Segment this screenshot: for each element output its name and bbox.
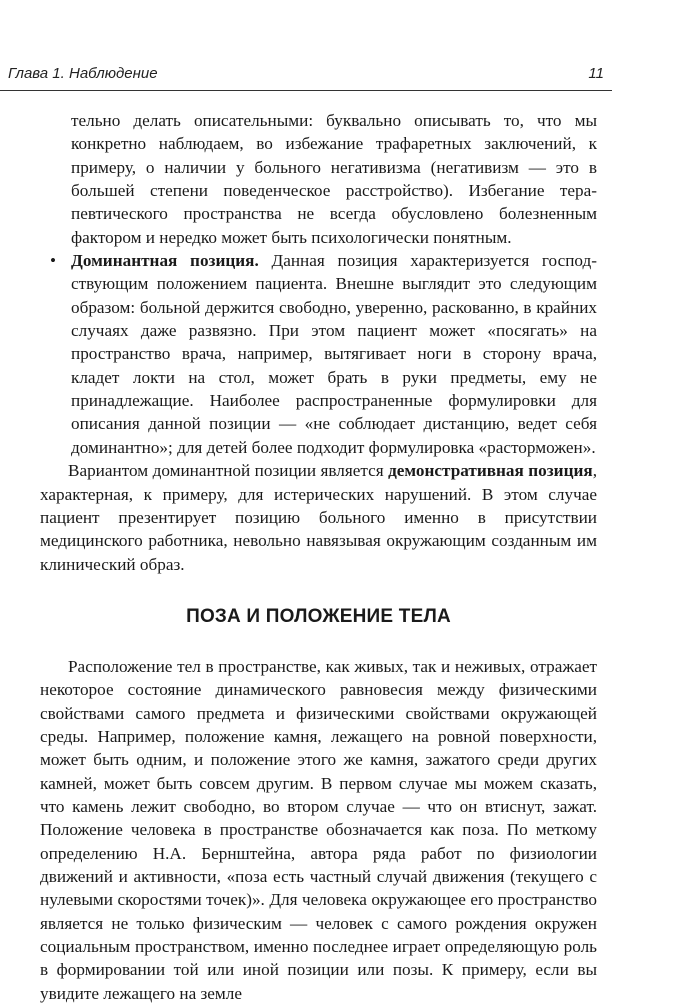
demonstrative-position-term: демонстративная позиция bbox=[388, 461, 593, 481]
chapter-title: Глава 1. Наблюдение bbox=[8, 65, 158, 82]
bullet-icon: • bbox=[50, 251, 57, 271]
dominant-position-description: Данная позиция характеризуется господствующим положением пациента. Внешне выглядит это следующим образом: больной держится свободно, уверенно, раскованно, в крайних случаях даже развязно. При этом пациент может «посягать» на пространство врача, например, вытягивает ноги в сторону врача, кладет локти на стол, может брать в руки предметы, ему не принадлежащие. Наиболее распространенные формулировки для описания данной позиции — «не соблюдает дистанцию, ведет себя доминантно»; для детей более подходит формулировка «расторможен». bbox=[71, 251, 597, 457]
page-content bbox=[40, 109, 597, 1005]
list-item-text bbox=[71, 249, 597, 459]
variant-description: , характерная, к примеру, для истерических нарушений. В этом случае пациент презентирует позицию больного именно в присутствии медицинского работника, невольно навязывая окружающим созданным им клинический образ. bbox=[40, 461, 597, 574]
paragraph-demonstrative bbox=[40, 459, 597, 576]
section-heading: ПОЗА И ПОЛОЖЕНИЕ ТЕЛА bbox=[186, 605, 451, 627]
page-number: 11 bbox=[588, 65, 604, 82]
list-item-dominant-position bbox=[40, 249, 597, 459]
continued-paragraph: тельно делать описательными: буквально описывать то, что мы конкретно наблюдаем, во избежание трафаретных заключений, к примеру, о наличии у больного негативизма (негативизм — это в большей степени поведенческое расстройство). Избегание терапевтического пространства не всегда обусловлено болезненным фактором и нередко может быть психологически понятным. bbox=[71, 111, 597, 247]
section-paragraph: Расположение тел в пространстве, как живых, так и неживых, отражает некоторое состояние динамического равновесия между физическими свойствами самого предмета и физическими свойствами окружающей среды. Например, положение камня, лежащего на ровной поверхности, может быть одним, и положение этого же камня, зажатого среди других камней, может быть совсем другим. В первом случае мы можем сказать, что камень лежит свободно, во втором случае — что он втиснут, зажат. Положение человека в пространстве обозначается как поза. По меткому определению Н.А. Бернштейна, автора ряда работ по физиологии движений и активности, «поза есть частный случай движения (текущего с нулевыми скоростями точек)». Для человека окружающее его пространство является не только физическим — человек с самого рождения окружен социальным пространством, именно последнее играет определяющую роль в формировании той или иной позиции или позы. К примеру, если вы увидите лежащего на земле bbox=[40, 656, 597, 1003]
header-divider bbox=[0, 90, 612, 91]
variant-intro: Вариантом доминантной позиции является bbox=[68, 461, 389, 481]
dominant-position-term: Доминантная позиция. bbox=[71, 251, 259, 271]
